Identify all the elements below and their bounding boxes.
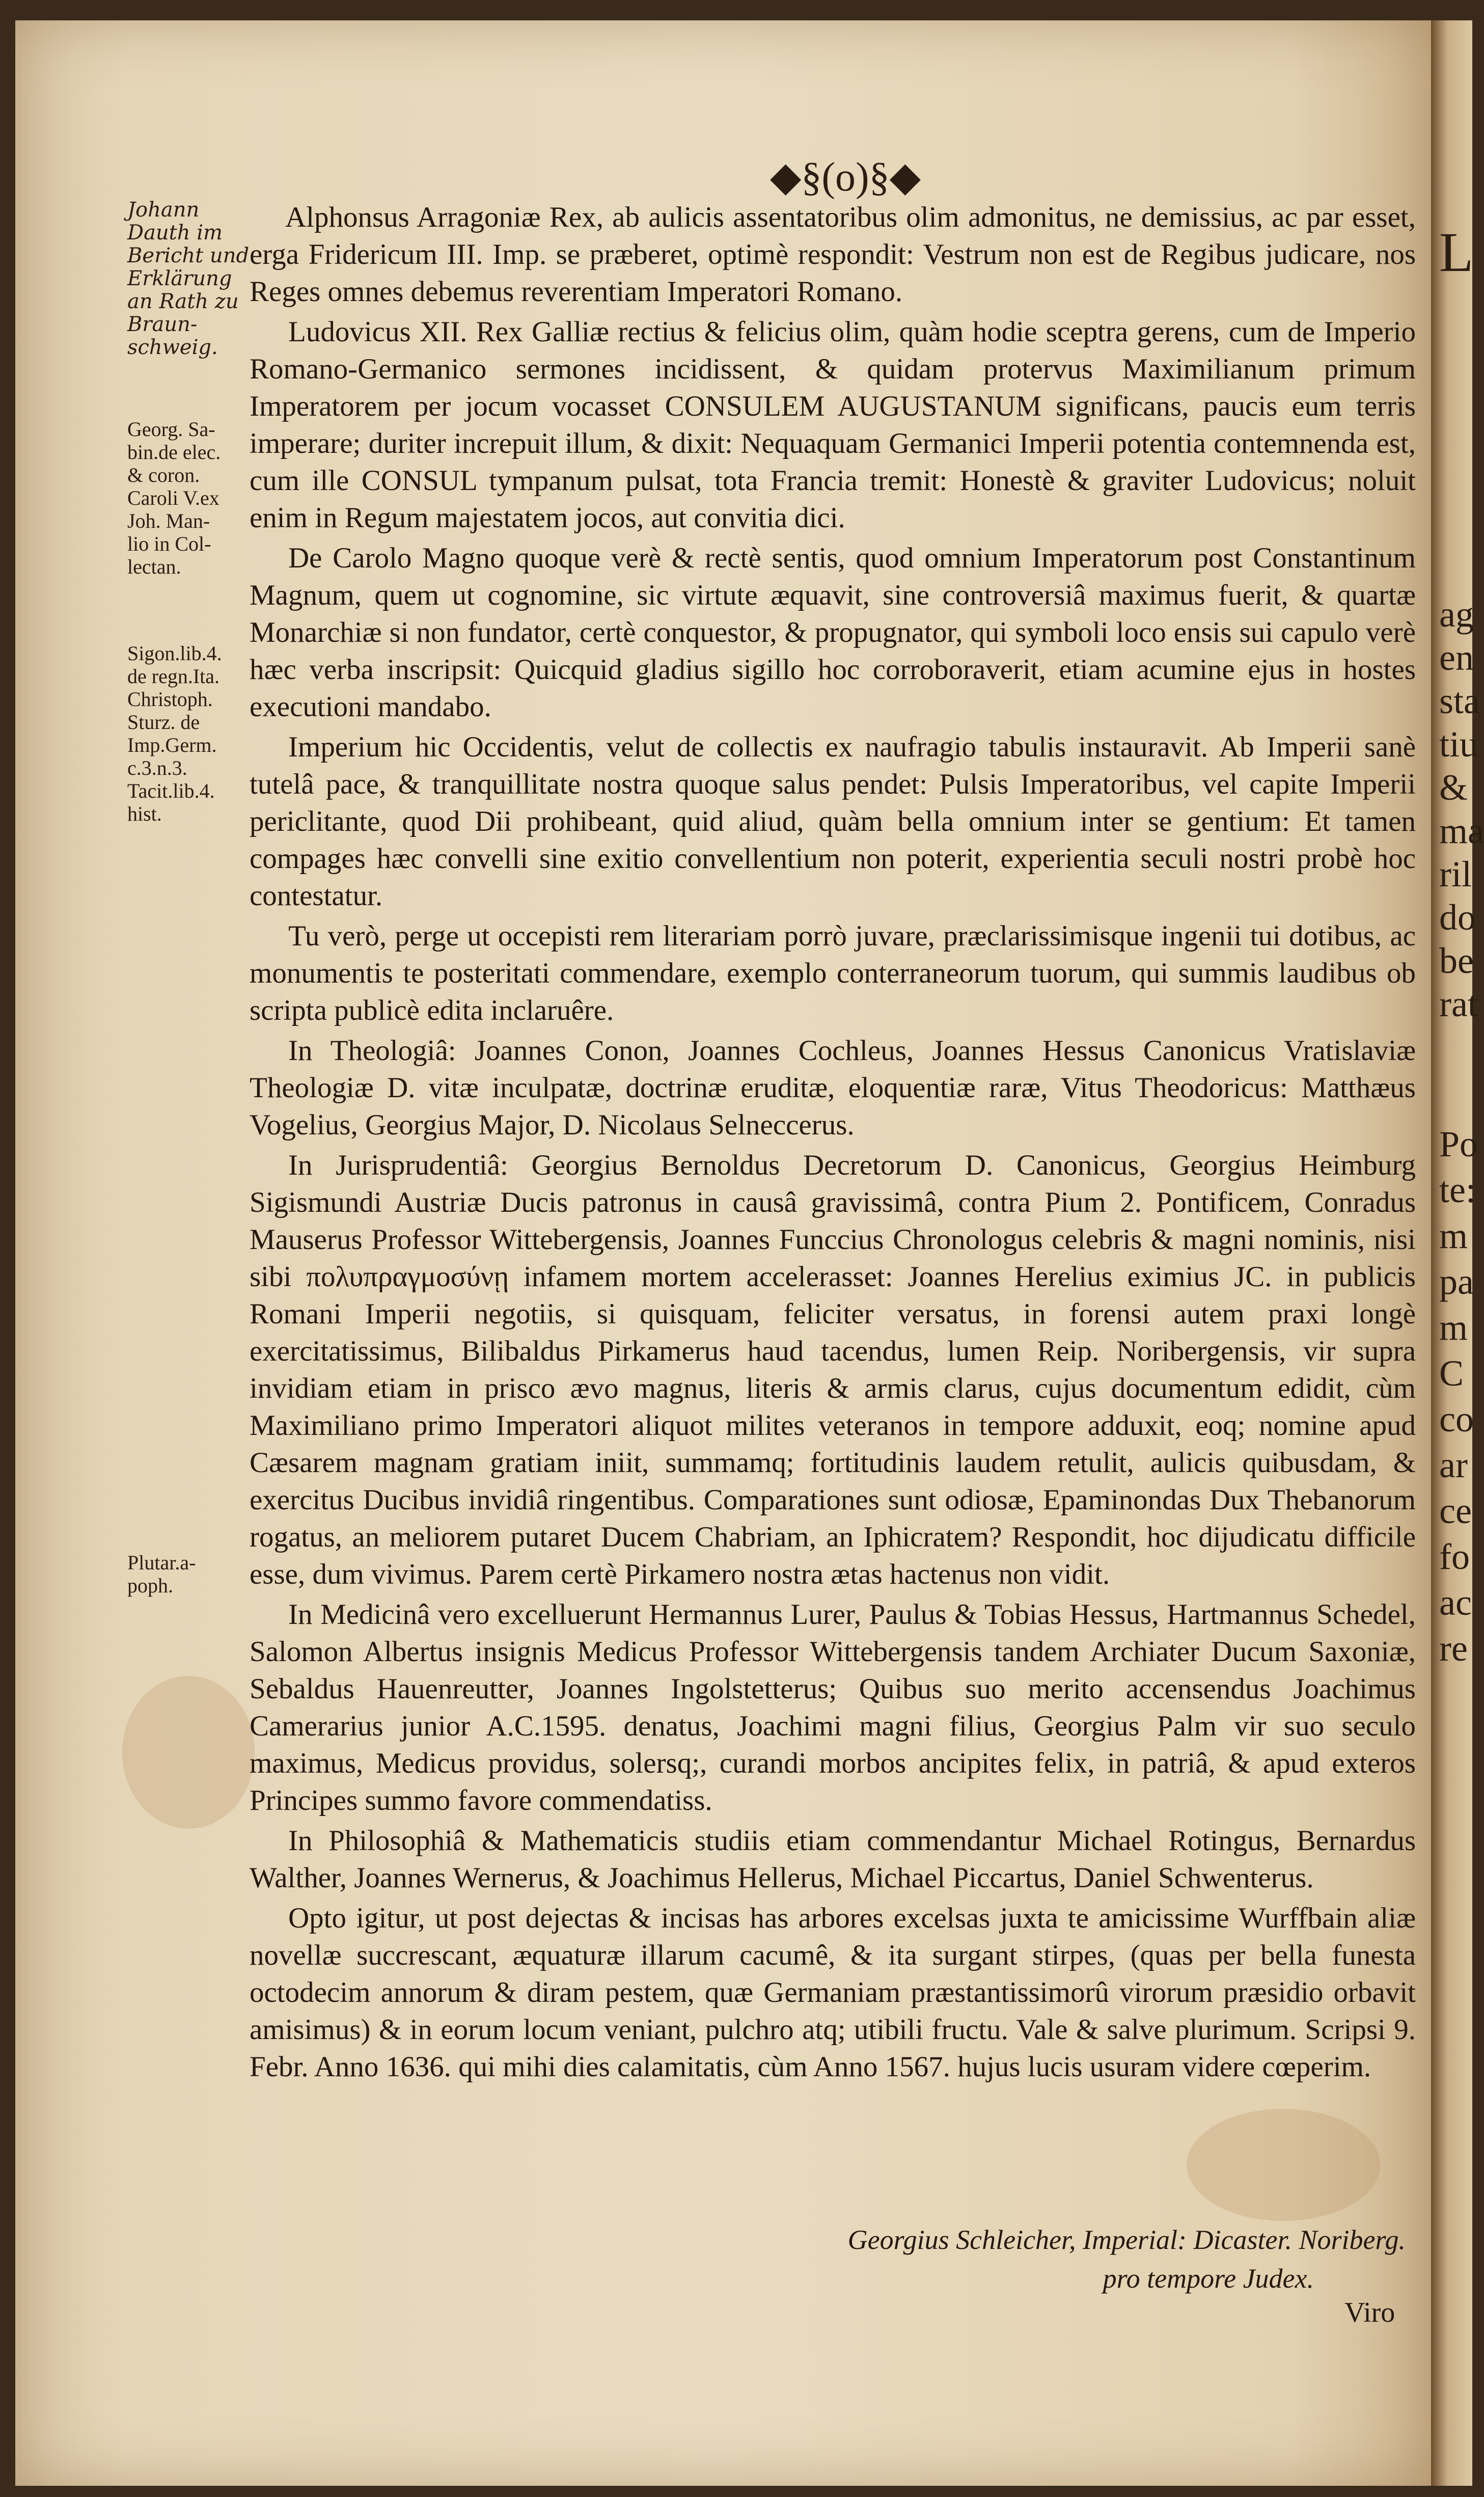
facing-page-fragment: L <box>1439 221 1474 283</box>
paragraph: In Jurisprudentiâ: Georgius Bernoldus Decretorum D. Canonicus, Georgius Heimburg Sigismundi Austriæ Ducis patronus in causâ gravissimâ, contra Pium 2. Pontificem, Conradus Mauserus Professor Wittebergensis, Joannes Funccius Chronologus celebris & magni nominis, nisi sibi πολυπραγμοσύνῃ infamem mortem accelerasset: Joannes Herelius eximius JC. in publicis Romani Imperii negotiis, si quisquam, feliciter versatus, in forensi autem praxi longè exercitatissimus, Bilibaldus Pirkamerus haud tacendus, lumen Reip. Noribergensis, vir supra invidiam etiam in prisco ævo magnus, literis & armis clarus, cujus documentum edidit, cùm Maximiliano primo Imperatori aliquot milites veteranos in tempore adduxit, eoq; nomine apud Cæsarem magnam gratiam iniit, summamq; fortitudinis laudem retulit, aulicis quibusdam, & exercitus Ducibus invidiâ ringentibus. Comparationes sunt odiosæ, Epaminondas Dux Thebanorum rogatus, an meliorem putaret Ducem Chabriam, an Iphicratem? Respondit, hoc dijudicatu difficile esse, dum vivimus. Parem certè Pirkamero nostra ætas hactenus non vidit. <box>250 1149 1416 1590</box>
facing-page-fragment: tiu <box>1439 724 1478 765</box>
signature-line-2: pro tempore Judex. <box>1103 2263 1314 2294</box>
facing-page-fragment: m <box>1439 1307 1468 1348</box>
paragraph: Imperium hic Occidentis, velut de collectis ex naufragio tabulis instauravit. Ab Imperii sanè tutelâ pace, & tranquillitate nostra quoque salus pendet: Pulsis Imperatoribus, vel capite Imperii periclitante, quod Dii prohibeant, quid aliud, quàm bella omnium inter se gentium: Et tamen compages hæc convelli sine exitio convellentium non poterit, experientia seculi nostri probè hoc contestatur. <box>250 731 1416 912</box>
facing-page-fragment: be <box>1439 940 1474 981</box>
paragraph: De Carolo Magno quoque verè & rectè sentis, quod omnium Imperatorum post Constantinum Magnum, quem ut cognomine, sic virtute æquavit, sine controversiâ maximus fuerit, & quartæ Monarchiæ si non fundator, certè conquestor, & propugnator, qui symboli loco ensis sui capulo verè hæc verba inscripsit: Quicquid gladius sigillo hoc corroboraverit, etiam acumine ejus in hostes executioni mandabo. <box>250 542 1416 723</box>
catchword: Viro <box>1344 2297 1395 2328</box>
main-text <box>250 199 1416 2088</box>
facing-page-fragment: re <box>1439 1628 1468 1669</box>
paragraph: In Medicinâ vero excelluerunt Hermannus Lurer, Paulus & Tobias Hessus, Hartmannus Schedel, Salomon Albertus insignis Medicus Professor Wittebergensis tandem Archiater Ducum Saxoniæ, Sebaldus Hauenreutter, Joannes Ingolstetterus; Quibus suo merito accensendus Joachimus Camerarius junior A.C.1595. denatus, Joachimi magni filius, Georgius Palm vir suo seculo maximus, Medicus providus, solersq;, curandi morbos ancipites felix, in patriâ, & apud exteros Principes summo favore commendatiss. <box>250 1598 1416 1816</box>
facing-page-fragment: & <box>1439 767 1468 808</box>
facing-page-fragment: pa <box>1439 1261 1474 1302</box>
margin-note: Johann Dauth im Bericht und Erklärung an Rath zu Braun- schweig. <box>127 198 250 359</box>
facing-page-fragment: ril <box>1439 854 1472 894</box>
facing-page-fragment: ce <box>1439 1490 1472 1531</box>
facing-page-fragment: do <box>1439 897 1476 938</box>
facing-page-fragment: co <box>1439 1399 1474 1440</box>
facing-page-fragment: m <box>1439 1215 1468 1256</box>
margin-note: Sigon.lib.4. de regn.Ita. Christoph. Sturz. de Imp.Germ. c.3.n.3. Tacit.lib.4. hist. <box>127 642 222 825</box>
paragraph: Tu verò, perge ut occepisti rem literariam porrò juvare, præclarissimisque ingenii tui dotibus, ac monumentis te posteritati commendare, exemplo conterraneorum tuorum, qui summis laudibus ob scripta publicè edita inclaruêre. <box>250 920 1416 1026</box>
facing-page-fragment: ar <box>1439 1445 1468 1485</box>
facing-page-fragment: ma <box>1439 810 1484 851</box>
signature-line-1: Georgius Schleicher, Imperial: Dicaster. Noriberg. <box>847 2224 1406 2255</box>
facing-page-fragment: ac <box>1439 1582 1472 1623</box>
facing-page-fragment: en <box>1439 637 1474 678</box>
header-ornament: ◆§(o)§◆ <box>770 155 921 200</box>
facing-page-fragment: rat <box>1439 984 1478 1024</box>
paragraph: Alphonsus Arragoniæ Rex, ab aulicis assentatoribus olim admonitus, ne demissius, ac par esset, erga Fridericum III. Imp. se præberet, optimè respondit: Vestrum non est de Regibus judicare, nos Reges omnes debemus reverentiam Imperatori Romano. <box>250 201 1416 308</box>
facing-page-fragment: C <box>1439 1353 1464 1394</box>
paragraph: Opto igitur, ut post dejectas & incisas has arbores excelsas juxta te amicissime Wurffbain aliæ novellæ succrescant, æquaturæ illarum cacumê, & ita surgant stirpes, (quas per bella funesta octodecim annorum & diram pestem, quæ Germaniam præstantissimorû virorum præsidio orbavit amisimus) & in eorum locum veniant, pulchro atq; utibili fructu. Vale & salve plurimum. Scripsi 9. Febr. Anno 1636. qui mihi dies calamitatis, cùm Anno 1567. hujus lucis usuram videre cœperim. <box>250 1902 1416 2083</box>
paper-stain <box>1187 2109 1380 2221</box>
paragraph: In Theologiâ: Joannes Conon, Joannes Cochleus, Joannes Hessus Canonicus Vratislaviæ Theologiæ D. vitæ inculpatæ, doctrinæ eruditæ, eloquentiæ raræ, Vitus Theodoricus: Matthæus Vogelius, Georgius Major, D. Nicolaus Selneccerus. <box>250 1035 1416 1141</box>
facing-page-fragment: Po <box>1439 1124 1478 1164</box>
facing-page-fragment: sta <box>1439 681 1480 721</box>
facing-page-fragment: te: <box>1439 1170 1476 1210</box>
facing-page-fragment: ag <box>1439 594 1474 635</box>
facing-page-fragment: fo <box>1439 1536 1470 1577</box>
paragraph: In Philosophiâ & Mathematicis studiis etiam commendantur Michael Rotingus, Bernardus Walther, Joannes Wernerus, & Joachimus Hellerus, Michael Piccartus, Daniel Schwenterus. <box>250 1825 1416 1894</box>
margin-note: Plutar.a- poph. <box>127 1551 196 1597</box>
paper-stain <box>122 1676 255 1829</box>
paragraph: Ludovicus XII. Rex Galliæ rectius & felicius olim, quàm hodie sceptra gerens, cum de Imperio Romano-Germanico sermones incidissent, & quidam protervus Maximilianum primum Imperatorem per jocum vocasset CONSULEM AUGUSTANUM significans, paucis eum terris imperare; duriter increpuit illum, & dixit: Nequaquam Germanici Imperii potentia contemnenda est, cum ille CONSUL tympanum pulsat, tota Francia tremit: Honestè & graviter Ludovicus; noluit enim in Regum majestatem jocos, aut convitia dici. <box>250 316 1416 534</box>
margin-note: Georg. Sa- bin.de elec. & coron. Caroli V.ex Joh. Man- lio in Col- lectan. <box>127 418 221 578</box>
